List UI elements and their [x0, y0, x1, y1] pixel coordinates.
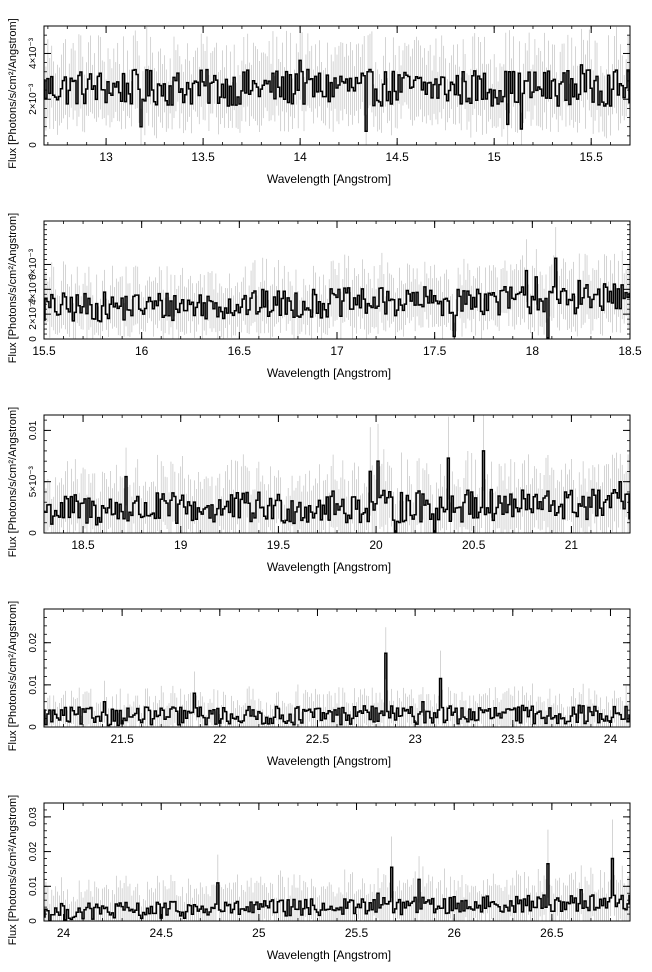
x-tick-label: 14.5 — [385, 150, 409, 164]
y-tick-label: 4×10⁻³ — [28, 37, 39, 70]
y-tick-label: 4×10⁻³ — [28, 273, 39, 305]
x-tick-label: 23 — [408, 732, 422, 746]
error-bars — [44, 227, 630, 339]
x-axis-label: Wavelength [Angstrom] — [266, 948, 392, 962]
plot-area — [43, 627, 631, 727]
spectrum-panel-2 — [7, 213, 642, 380]
x-tick-label: 15.5 — [579, 150, 603, 164]
x-tick-label: 24 — [603, 732, 618, 746]
plot-area — [43, 21, 631, 145]
spectrum-step-line — [43, 653, 631, 725]
y-tick-label: 0.01 — [28, 675, 39, 695]
x-tick-label: 18 — [525, 344, 540, 358]
x-tick-label: 24 — [56, 926, 71, 940]
y-axis-label: Flux [Photons/s/cm²/Angstrom] — [7, 600, 19, 752]
y-tick-label: 0 — [28, 918, 39, 924]
spectrum-step-line — [43, 258, 631, 337]
y-tick-label: 5×10⁻³ — [28, 466, 39, 498]
x-tick-label: 20 — [369, 538, 383, 552]
y-tick-label: 0.02 — [28, 841, 39, 862]
x-axis-label: Wavelength [Angstrom] — [266, 560, 392, 574]
x-tick-label: 25 — [252, 926, 266, 940]
y-tick-label: 0.02 — [28, 632, 39, 653]
y-axis-label: Flux [Photons/s/cm²/Angstrom] — [7, 18, 19, 169]
y-axis-label: Flux [Photons/s/cm²/Angstrom] — [7, 212, 19, 364]
x-tick-label: 18.5 — [71, 538, 95, 552]
x-tick-label: 17.5 — [422, 344, 447, 358]
spectrum-panel-3 — [7, 407, 631, 574]
x-tick-label: 18.5 — [618, 344, 642, 358]
y-tick-label: 0.01 — [28, 420, 39, 441]
x-tick-label: 25.5 — [344, 926, 369, 940]
y-tick-label: 0 — [28, 724, 39, 730]
x-axis-label: Wavelength [Angstrom] — [266, 366, 392, 380]
plot-area — [43, 819, 631, 921]
y-tick-label: 2×10⁻³ — [28, 83, 39, 115]
spectrum-panel-5 — [7, 795, 631, 962]
x-axis-label: Wavelength [Angstrom] — [266, 754, 392, 768]
y-tick-label: 0 — [28, 530, 39, 536]
plot-area — [43, 227, 631, 339]
y-axis-label: Flux [Photons/s/cm²/Angstrom] — [7, 794, 19, 946]
x-tick-label: 16 — [134, 344, 149, 358]
spectrum-panel-4 — [7, 601, 631, 768]
error-bars — [44, 819, 630, 921]
y-tick-label: 0 — [28, 336, 39, 342]
x-tick-label: 19.5 — [266, 538, 291, 552]
x-tick-label: 15.5 — [32, 344, 56, 358]
y-tick-label: 2×10⁻³ — [28, 298, 39, 330]
x-tick-label: 26.5 — [540, 926, 564, 940]
y-tick-label: 0 — [28, 142, 39, 148]
x-tick-label: 15 — [487, 150, 501, 164]
y-tick-label: 6×10⁻³ — [28, 248, 39, 281]
x-tick-label: 22 — [213, 732, 227, 746]
x-tick-label: 20.5 — [462, 538, 486, 552]
x-tick-label: 21 — [564, 538, 579, 552]
x-tick-label: 24.5 — [149, 926, 173, 940]
x-tick-label: 16.5 — [227, 344, 252, 358]
x-tick-label: 26 — [447, 926, 461, 940]
plot-area — [43, 411, 631, 533]
x-tick-label: 22.5 — [305, 732, 330, 746]
x-tick-label: 19 — [174, 538, 188, 552]
y-axis-label: Flux [Photons/s/cm²/Angstrom] — [7, 406, 19, 558]
y-tick-label: 0.03 — [28, 807, 39, 827]
spectrum-panel-1 — [7, 18, 631, 186]
x-axis-label: Wavelength [Angstrom] — [266, 172, 392, 186]
x-tick-label: 14 — [293, 150, 307, 164]
error-bars — [44, 627, 630, 727]
x-tick-label: 21.5 — [110, 732, 134, 746]
x-tick-label: 23.5 — [501, 732, 525, 746]
x-tick-label: 17 — [330, 344, 344, 358]
x-tick-label: 13 — [99, 150, 113, 164]
y-tick-label: 0.01 — [28, 876, 39, 897]
x-tick-label: 13.5 — [191, 150, 215, 164]
